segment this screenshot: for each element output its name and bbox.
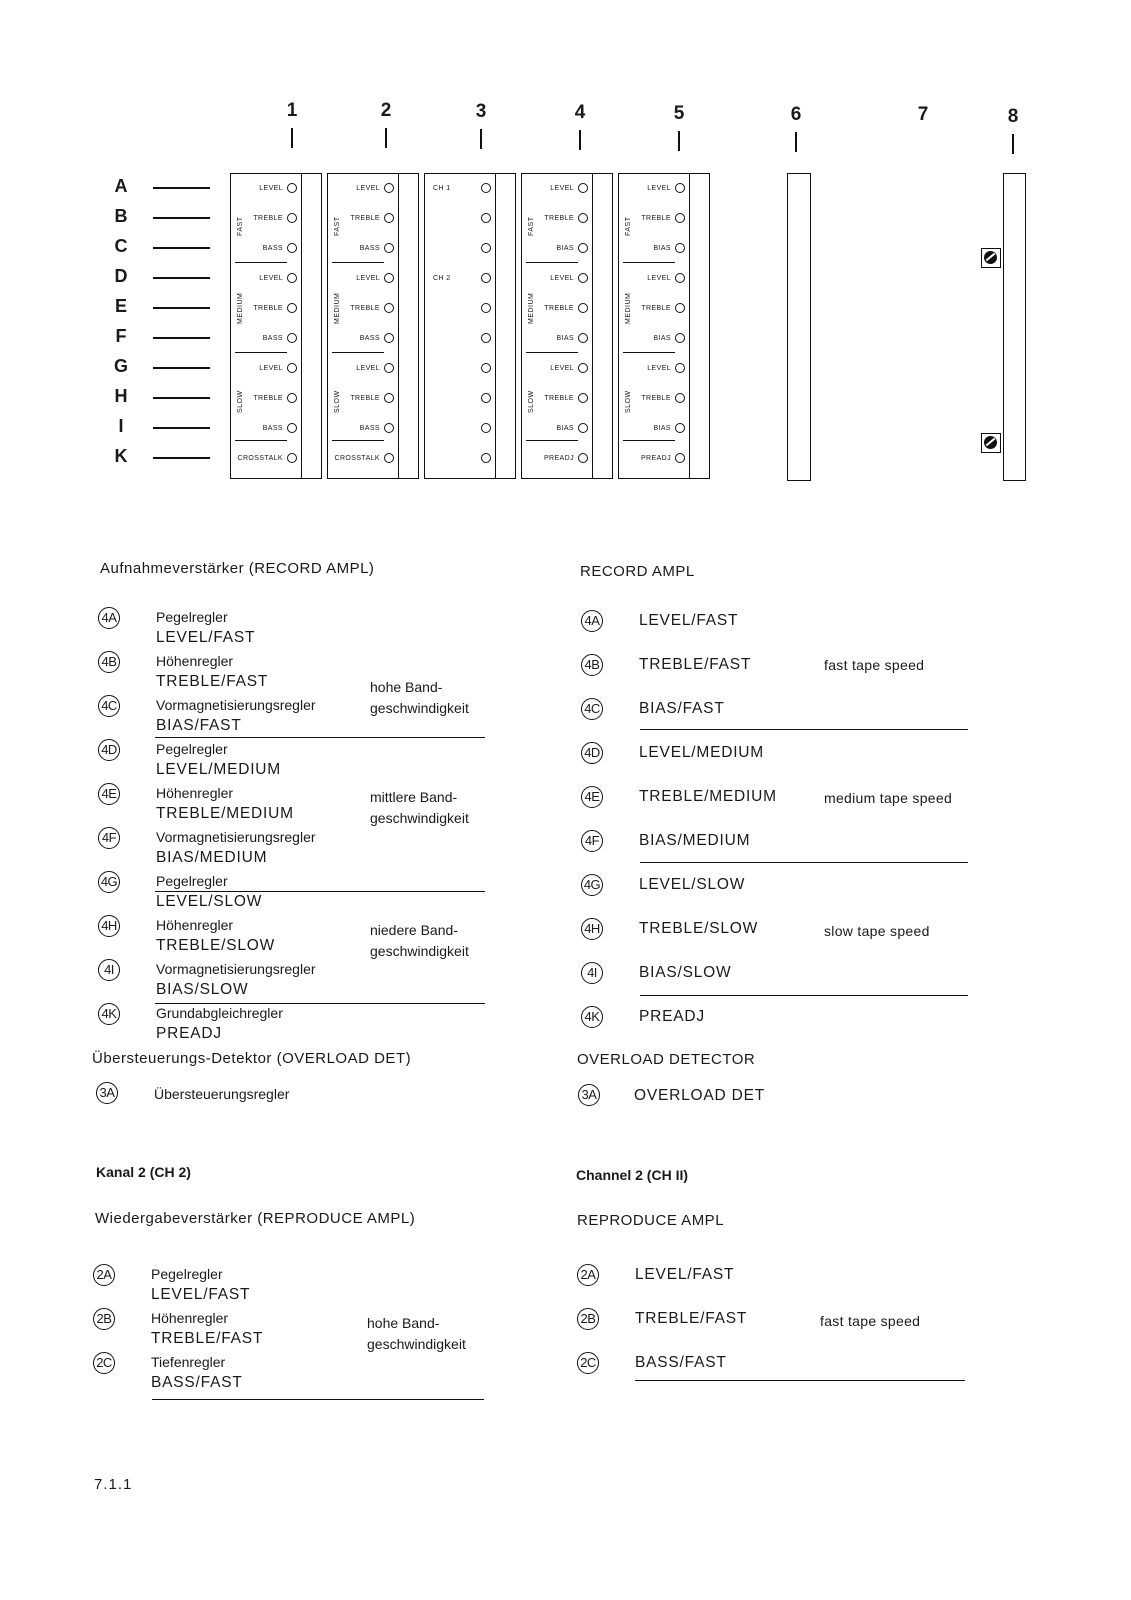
row-letter: D bbox=[114, 266, 128, 286]
adjust-potentiometer bbox=[481, 333, 491, 343]
speed-group-label: MEDIUM bbox=[625, 292, 632, 324]
group-divider bbox=[526, 440, 578, 441]
panel-side-strip bbox=[689, 174, 699, 478]
group-rule bbox=[635, 1380, 965, 1381]
control-label: TREBLE bbox=[253, 305, 283, 312]
adjust-potentiometer bbox=[675, 363, 685, 373]
control-label: TREBLE bbox=[253, 215, 283, 222]
control-label: BIAS bbox=[556, 425, 574, 432]
badge-4f: 4F bbox=[98, 827, 120, 849]
item-description-de: Tiefenregler bbox=[151, 1354, 226, 1370]
badge-4g: 4G bbox=[581, 874, 603, 896]
item-label-de: LEVEL/FAST bbox=[151, 1286, 251, 1303]
adjust-potentiometer bbox=[481, 393, 491, 403]
adjust-potentiometer bbox=[287, 213, 297, 223]
group-divider bbox=[332, 440, 384, 441]
adjust-potentiometer bbox=[578, 393, 588, 403]
speed-group-label: FAST bbox=[528, 216, 535, 236]
column-number: 5 bbox=[673, 103, 685, 124]
group-divider bbox=[235, 262, 287, 263]
row-letter: K bbox=[114, 446, 128, 466]
control-label: BASS bbox=[359, 335, 380, 342]
adjust-potentiometer bbox=[384, 303, 394, 313]
control-label: LEVEL bbox=[356, 365, 380, 372]
adjust-potentiometer bbox=[578, 273, 588, 283]
control-label: BIAS bbox=[653, 335, 671, 342]
control-label: LEVEL bbox=[550, 365, 574, 372]
row-letter: E bbox=[114, 296, 127, 316]
adjust-potentiometer bbox=[481, 183, 491, 193]
adjust-potentiometer bbox=[481, 273, 491, 283]
row-leader-line bbox=[153, 217, 210, 219]
overload-heading-en: OVERLOAD DETECTOR bbox=[577, 1051, 756, 1068]
group-divider bbox=[623, 262, 675, 263]
adjust-potentiometer bbox=[578, 453, 588, 463]
adjust-potentiometer bbox=[287, 273, 297, 283]
control-label: TREBLE bbox=[641, 215, 671, 222]
adjust-potentiometer bbox=[384, 213, 394, 223]
control-label: BASS bbox=[359, 425, 380, 432]
control-label: TREBLE bbox=[641, 395, 671, 402]
control-label: CROSSTALK bbox=[334, 455, 380, 462]
item-label-en: LEVEL/FAST bbox=[639, 612, 739, 629]
badge-4c: 4C bbox=[98, 695, 120, 717]
control-label: TREBLE bbox=[641, 305, 671, 312]
speed-group-label: SLOW bbox=[528, 390, 535, 413]
adjust-potentiometer bbox=[481, 243, 491, 253]
group-rule bbox=[155, 891, 485, 892]
badge-2a: 2A bbox=[577, 1264, 599, 1286]
item-label-en: BIAS/SLOW bbox=[639, 964, 732, 981]
control-label: BASS bbox=[262, 335, 283, 342]
control-label: BIAS bbox=[653, 245, 671, 252]
item-label-en: LEVEL/FAST bbox=[635, 1266, 735, 1283]
group-rule bbox=[640, 995, 968, 996]
badge-4h: 4H bbox=[581, 918, 603, 940]
row-letter: A bbox=[114, 176, 128, 196]
adjust-potentiometer bbox=[384, 453, 394, 463]
badge-4f: 4F bbox=[581, 830, 603, 852]
column-tick bbox=[480, 129, 482, 149]
column-number: 4 bbox=[574, 102, 586, 123]
badge-2c: 2C bbox=[93, 1352, 115, 1374]
control-label: TREBLE bbox=[253, 395, 283, 402]
row-letter: C bbox=[114, 236, 128, 256]
control-label: LEVEL bbox=[259, 275, 283, 282]
item-description-de: Pegelregler bbox=[156, 609, 228, 625]
item-label-en: TREBLE/MEDIUM bbox=[639, 788, 777, 805]
speed-group-label: FAST bbox=[237, 216, 244, 236]
speed-group-label: MEDIUM bbox=[334, 292, 341, 324]
row-leader-line bbox=[153, 337, 210, 339]
control-label: PREADJ bbox=[543, 455, 574, 462]
badge-2b: 2B bbox=[93, 1308, 115, 1330]
group-divider bbox=[526, 262, 578, 263]
item-description-de: Vormagnetisierungsregler bbox=[156, 961, 316, 977]
item-label-en: BIAS/FAST bbox=[639, 700, 725, 717]
row-leader-line bbox=[153, 187, 210, 189]
item-description-de: Höhenregler bbox=[156, 785, 234, 801]
channel-heading-en: Channel 2 (CH II) bbox=[576, 1167, 689, 1183]
module-panel-8 bbox=[1003, 173, 1026, 481]
item-label-en: TREBLE/FAST bbox=[639, 656, 752, 673]
column-number: 3 bbox=[475, 101, 487, 122]
control-label: BASS bbox=[262, 245, 283, 252]
column-number: 6 bbox=[790, 104, 802, 125]
channel-heading-de: Kanal 2 (CH 2) bbox=[96, 1164, 191, 1180]
row-letter: G bbox=[113, 356, 128, 376]
item-label-en: TREBLE/SLOW bbox=[639, 920, 759, 937]
panel-side-strip bbox=[301, 174, 311, 478]
column-tick bbox=[678, 131, 680, 151]
panel-side-strip bbox=[592, 174, 602, 478]
control-label: TREBLE bbox=[544, 305, 574, 312]
adjust-potentiometer bbox=[578, 183, 588, 193]
row-leader-line bbox=[153, 307, 210, 309]
group-divider bbox=[623, 440, 675, 441]
control-label: LEVEL bbox=[259, 365, 283, 372]
adjust-potentiometer bbox=[578, 423, 588, 433]
row-leader-line bbox=[153, 457, 210, 459]
overload-item-en: OVERLOAD DET bbox=[634, 1087, 766, 1104]
group-rule bbox=[640, 729, 968, 730]
speed-group-label: MEDIUM bbox=[528, 292, 535, 324]
adjust-potentiometer bbox=[384, 273, 394, 283]
column-tick bbox=[795, 132, 797, 152]
adjust-potentiometer bbox=[287, 243, 297, 253]
row-leader-line bbox=[153, 397, 210, 399]
item-label-en: BIAS/MEDIUM bbox=[639, 832, 751, 849]
row-leader-line bbox=[153, 427, 210, 429]
item-label-de: BIAS/MEDIUM bbox=[156, 849, 268, 866]
speed-group-label: MEDIUM bbox=[237, 292, 244, 324]
badge-4d: 4D bbox=[98, 739, 120, 761]
row-letter: H bbox=[114, 386, 128, 406]
badge-4d: 4D bbox=[581, 742, 603, 764]
adjust-potentiometer bbox=[287, 363, 297, 373]
item-description-de: Höhenregler bbox=[156, 917, 234, 933]
channel-label: CH 1 bbox=[433, 185, 451, 192]
module-panel-2 bbox=[327, 173, 419, 479]
control-label: CROSSTALK bbox=[237, 455, 283, 462]
badge-4e: 4E bbox=[581, 786, 603, 808]
page-number: 7.1.1 bbox=[94, 1476, 133, 1493]
overload-heading-de: Übersteuerungs-Detektor (OVERLOAD DET) bbox=[92, 1050, 412, 1067]
control-label: LEVEL bbox=[356, 275, 380, 282]
reproduce-heading-de: Wiedergabeverstärker (REPRODUCE AMPL) bbox=[95, 1210, 416, 1227]
row-leader-line bbox=[153, 277, 210, 279]
control-label: TREBLE bbox=[350, 305, 380, 312]
speed-note-de: hohe Band- bbox=[367, 1315, 440, 1331]
column-number: 2 bbox=[380, 100, 392, 121]
item-description-de: Grundabgleichregler bbox=[156, 1005, 283, 1021]
group-divider bbox=[332, 352, 384, 353]
badge-4i: 4I bbox=[581, 962, 603, 984]
adjust-potentiometer bbox=[287, 393, 297, 403]
adjust-potentiometer bbox=[287, 333, 297, 343]
group-divider bbox=[623, 352, 675, 353]
group-rule bbox=[155, 1003, 485, 1004]
adjust-potentiometer bbox=[384, 363, 394, 373]
item-label-de: TREBLE/MEDIUM bbox=[156, 805, 294, 822]
badge-4g: 4G bbox=[98, 871, 120, 893]
adjust-potentiometer bbox=[578, 303, 588, 313]
item-label-en: PREADJ bbox=[639, 1008, 705, 1025]
panel-side-strip bbox=[495, 174, 505, 478]
item-description-de: Höhenregler bbox=[156, 653, 234, 669]
column-number: 8 bbox=[1007, 106, 1019, 127]
group-rule bbox=[640, 862, 968, 863]
control-label: LEVEL bbox=[550, 275, 574, 282]
group-divider bbox=[332, 262, 384, 263]
item-description-de: Vormagnetisierungsregler bbox=[156, 697, 316, 713]
speed-note-en: fast tape speed bbox=[820, 1313, 921, 1329]
column-tick bbox=[385, 128, 387, 148]
item-label-de: LEVEL/MEDIUM bbox=[156, 761, 282, 778]
speed-note-en: fast tape speed bbox=[824, 657, 925, 673]
adjust-potentiometer bbox=[578, 363, 588, 373]
adjust-potentiometer bbox=[481, 213, 491, 223]
row-letter: F bbox=[115, 326, 127, 346]
adjust-potentiometer bbox=[675, 453, 685, 463]
adjust-potentiometer bbox=[287, 303, 297, 313]
badge-4b: 4B bbox=[98, 651, 120, 673]
item-label-de: TREBLE/SLOW bbox=[156, 937, 276, 954]
module-panel-5 bbox=[618, 173, 710, 479]
item-label-en: BASS/FAST bbox=[635, 1354, 727, 1371]
control-label: PREADJ bbox=[640, 455, 671, 462]
adjust-potentiometer bbox=[287, 453, 297, 463]
badge-3a: 3A bbox=[578, 1084, 600, 1106]
row-letter: I bbox=[118, 416, 124, 436]
badge-2b: 2B bbox=[577, 1308, 599, 1330]
item-label-de: BIAS/SLOW bbox=[156, 981, 249, 998]
badge-4h: 4H bbox=[98, 915, 120, 937]
reproduce-heading-en: REPRODUCE AMPL bbox=[577, 1212, 725, 1229]
item-description-de: Pegelregler bbox=[156, 873, 228, 889]
speed-note-de: hohe Band- bbox=[370, 679, 443, 695]
adjust-potentiometer bbox=[384, 423, 394, 433]
adjust-potentiometer bbox=[675, 183, 685, 193]
speed-note-de: mittlere Band- bbox=[370, 789, 458, 805]
speed-note-de: geschwindigkeit bbox=[367, 1336, 466, 1352]
row-letter: B bbox=[114, 206, 128, 226]
module-panel-6 bbox=[787, 173, 811, 481]
badge-4k: 4K bbox=[581, 1006, 603, 1028]
control-label: LEVEL bbox=[259, 185, 283, 192]
speed-group-label: SLOW bbox=[625, 390, 632, 413]
screw-icon bbox=[981, 433, 1001, 453]
column-tick bbox=[291, 128, 293, 148]
control-label: TREBLE bbox=[544, 215, 574, 222]
speed-note-de: geschwindigkeit bbox=[370, 943, 469, 959]
control-label: LEVEL bbox=[550, 185, 574, 192]
adjust-potentiometer bbox=[675, 423, 685, 433]
control-label: LEVEL bbox=[647, 365, 671, 372]
panel-side-strip bbox=[398, 174, 408, 478]
record-heading-en: RECORD AMPL bbox=[580, 563, 695, 580]
item-label-de: TREBLE/FAST bbox=[156, 673, 269, 690]
badge-4e: 4E bbox=[98, 783, 120, 805]
item-label-en: TREBLE/FAST bbox=[635, 1310, 748, 1327]
speed-group-label: FAST bbox=[625, 216, 632, 236]
module-panel-1 bbox=[230, 173, 322, 479]
adjust-potentiometer bbox=[384, 183, 394, 193]
group-divider bbox=[235, 440, 287, 441]
speed-note-de: niedere Band- bbox=[370, 922, 458, 938]
adjust-potentiometer bbox=[675, 303, 685, 313]
adjust-potentiometer bbox=[578, 213, 588, 223]
adjust-potentiometer bbox=[675, 393, 685, 403]
control-label: TREBLE bbox=[544, 395, 574, 402]
speed-note-en: medium tape speed bbox=[824, 790, 953, 806]
control-label: BIAS bbox=[556, 335, 574, 342]
adjust-potentiometer bbox=[384, 393, 394, 403]
adjust-potentiometer bbox=[578, 333, 588, 343]
badge-4a: 4A bbox=[98, 607, 120, 629]
adjust-potentiometer bbox=[481, 363, 491, 373]
item-description-de: Pegelregler bbox=[156, 741, 228, 757]
speed-note-de: geschwindigkeit bbox=[370, 810, 469, 826]
speed-group-label: SLOW bbox=[237, 390, 244, 413]
record-heading-de: Aufnahmeverstärker (RECORD AMPL) bbox=[100, 560, 375, 577]
column-tick bbox=[579, 130, 581, 150]
adjust-potentiometer bbox=[481, 453, 491, 463]
row-leader-line bbox=[153, 247, 210, 249]
group-rule bbox=[155, 737, 485, 738]
item-label-de: BASS/FAST bbox=[151, 1374, 243, 1391]
badge-4c: 4C bbox=[581, 698, 603, 720]
item-label-en: LEVEL/SLOW bbox=[639, 876, 746, 893]
item-description-de: Vormagnetisierungsregler bbox=[156, 829, 316, 845]
control-label: TREBLE bbox=[350, 215, 380, 222]
speed-group-label: FAST bbox=[334, 216, 341, 236]
badge-3a: 3A bbox=[96, 1082, 118, 1104]
overload-item-de: Übersteuerungsregler bbox=[154, 1086, 290, 1102]
speed-note-de: geschwindigkeit bbox=[370, 700, 469, 716]
adjust-potentiometer bbox=[384, 333, 394, 343]
module-panel-4 bbox=[521, 173, 613, 479]
group-rule bbox=[152, 1399, 484, 1400]
control-label: BASS bbox=[359, 245, 380, 252]
control-label: BIAS bbox=[653, 425, 671, 432]
adjust-potentiometer bbox=[675, 243, 685, 253]
control-label: LEVEL bbox=[647, 275, 671, 282]
group-divider bbox=[235, 352, 287, 353]
item-label-de: PREADJ bbox=[156, 1025, 222, 1042]
adjust-potentiometer bbox=[481, 303, 491, 313]
item-label-de: LEVEL/SLOW bbox=[156, 893, 263, 910]
adjust-potentiometer bbox=[675, 213, 685, 223]
badge-4i: 4I bbox=[98, 959, 120, 981]
column-number: 1 bbox=[286, 100, 298, 121]
control-label: BIAS bbox=[556, 245, 574, 252]
control-label: LEVEL bbox=[356, 185, 380, 192]
adjust-potentiometer bbox=[384, 243, 394, 253]
badge-2c: 2C bbox=[577, 1352, 599, 1374]
badge-4a: 4A bbox=[581, 610, 603, 632]
adjust-potentiometer bbox=[675, 333, 685, 343]
screw-icon bbox=[981, 248, 1001, 268]
speed-note-en: slow tape speed bbox=[824, 923, 930, 939]
adjust-potentiometer bbox=[675, 273, 685, 283]
item-description-de: Höhenregler bbox=[151, 1310, 229, 1326]
item-label-de: LEVEL/FAST bbox=[156, 629, 256, 646]
channel-label: CH 2 bbox=[433, 275, 451, 282]
badge-4b: 4B bbox=[581, 654, 603, 676]
control-label: TREBLE bbox=[350, 395, 380, 402]
column-number: 7 bbox=[917, 104, 929, 125]
adjust-potentiometer bbox=[287, 183, 297, 193]
badge-4k: 4K bbox=[98, 1003, 120, 1025]
item-description-de: Pegelregler bbox=[151, 1266, 223, 1282]
item-label-en: LEVEL/MEDIUM bbox=[639, 744, 765, 761]
adjust-potentiometer bbox=[287, 423, 297, 433]
adjust-potentiometer bbox=[481, 423, 491, 433]
column-tick bbox=[1012, 134, 1014, 154]
speed-group-label: SLOW bbox=[334, 390, 341, 413]
control-label: BASS bbox=[262, 425, 283, 432]
badge-2a: 2A bbox=[93, 1264, 115, 1286]
item-label-de: BIAS/FAST bbox=[156, 717, 242, 734]
module-panel-3 bbox=[424, 173, 516, 479]
row-leader-line bbox=[153, 367, 210, 369]
item-label-de: TREBLE/FAST bbox=[151, 1330, 264, 1347]
group-divider bbox=[526, 352, 578, 353]
adjust-potentiometer bbox=[578, 243, 588, 253]
control-label: LEVEL bbox=[647, 185, 671, 192]
